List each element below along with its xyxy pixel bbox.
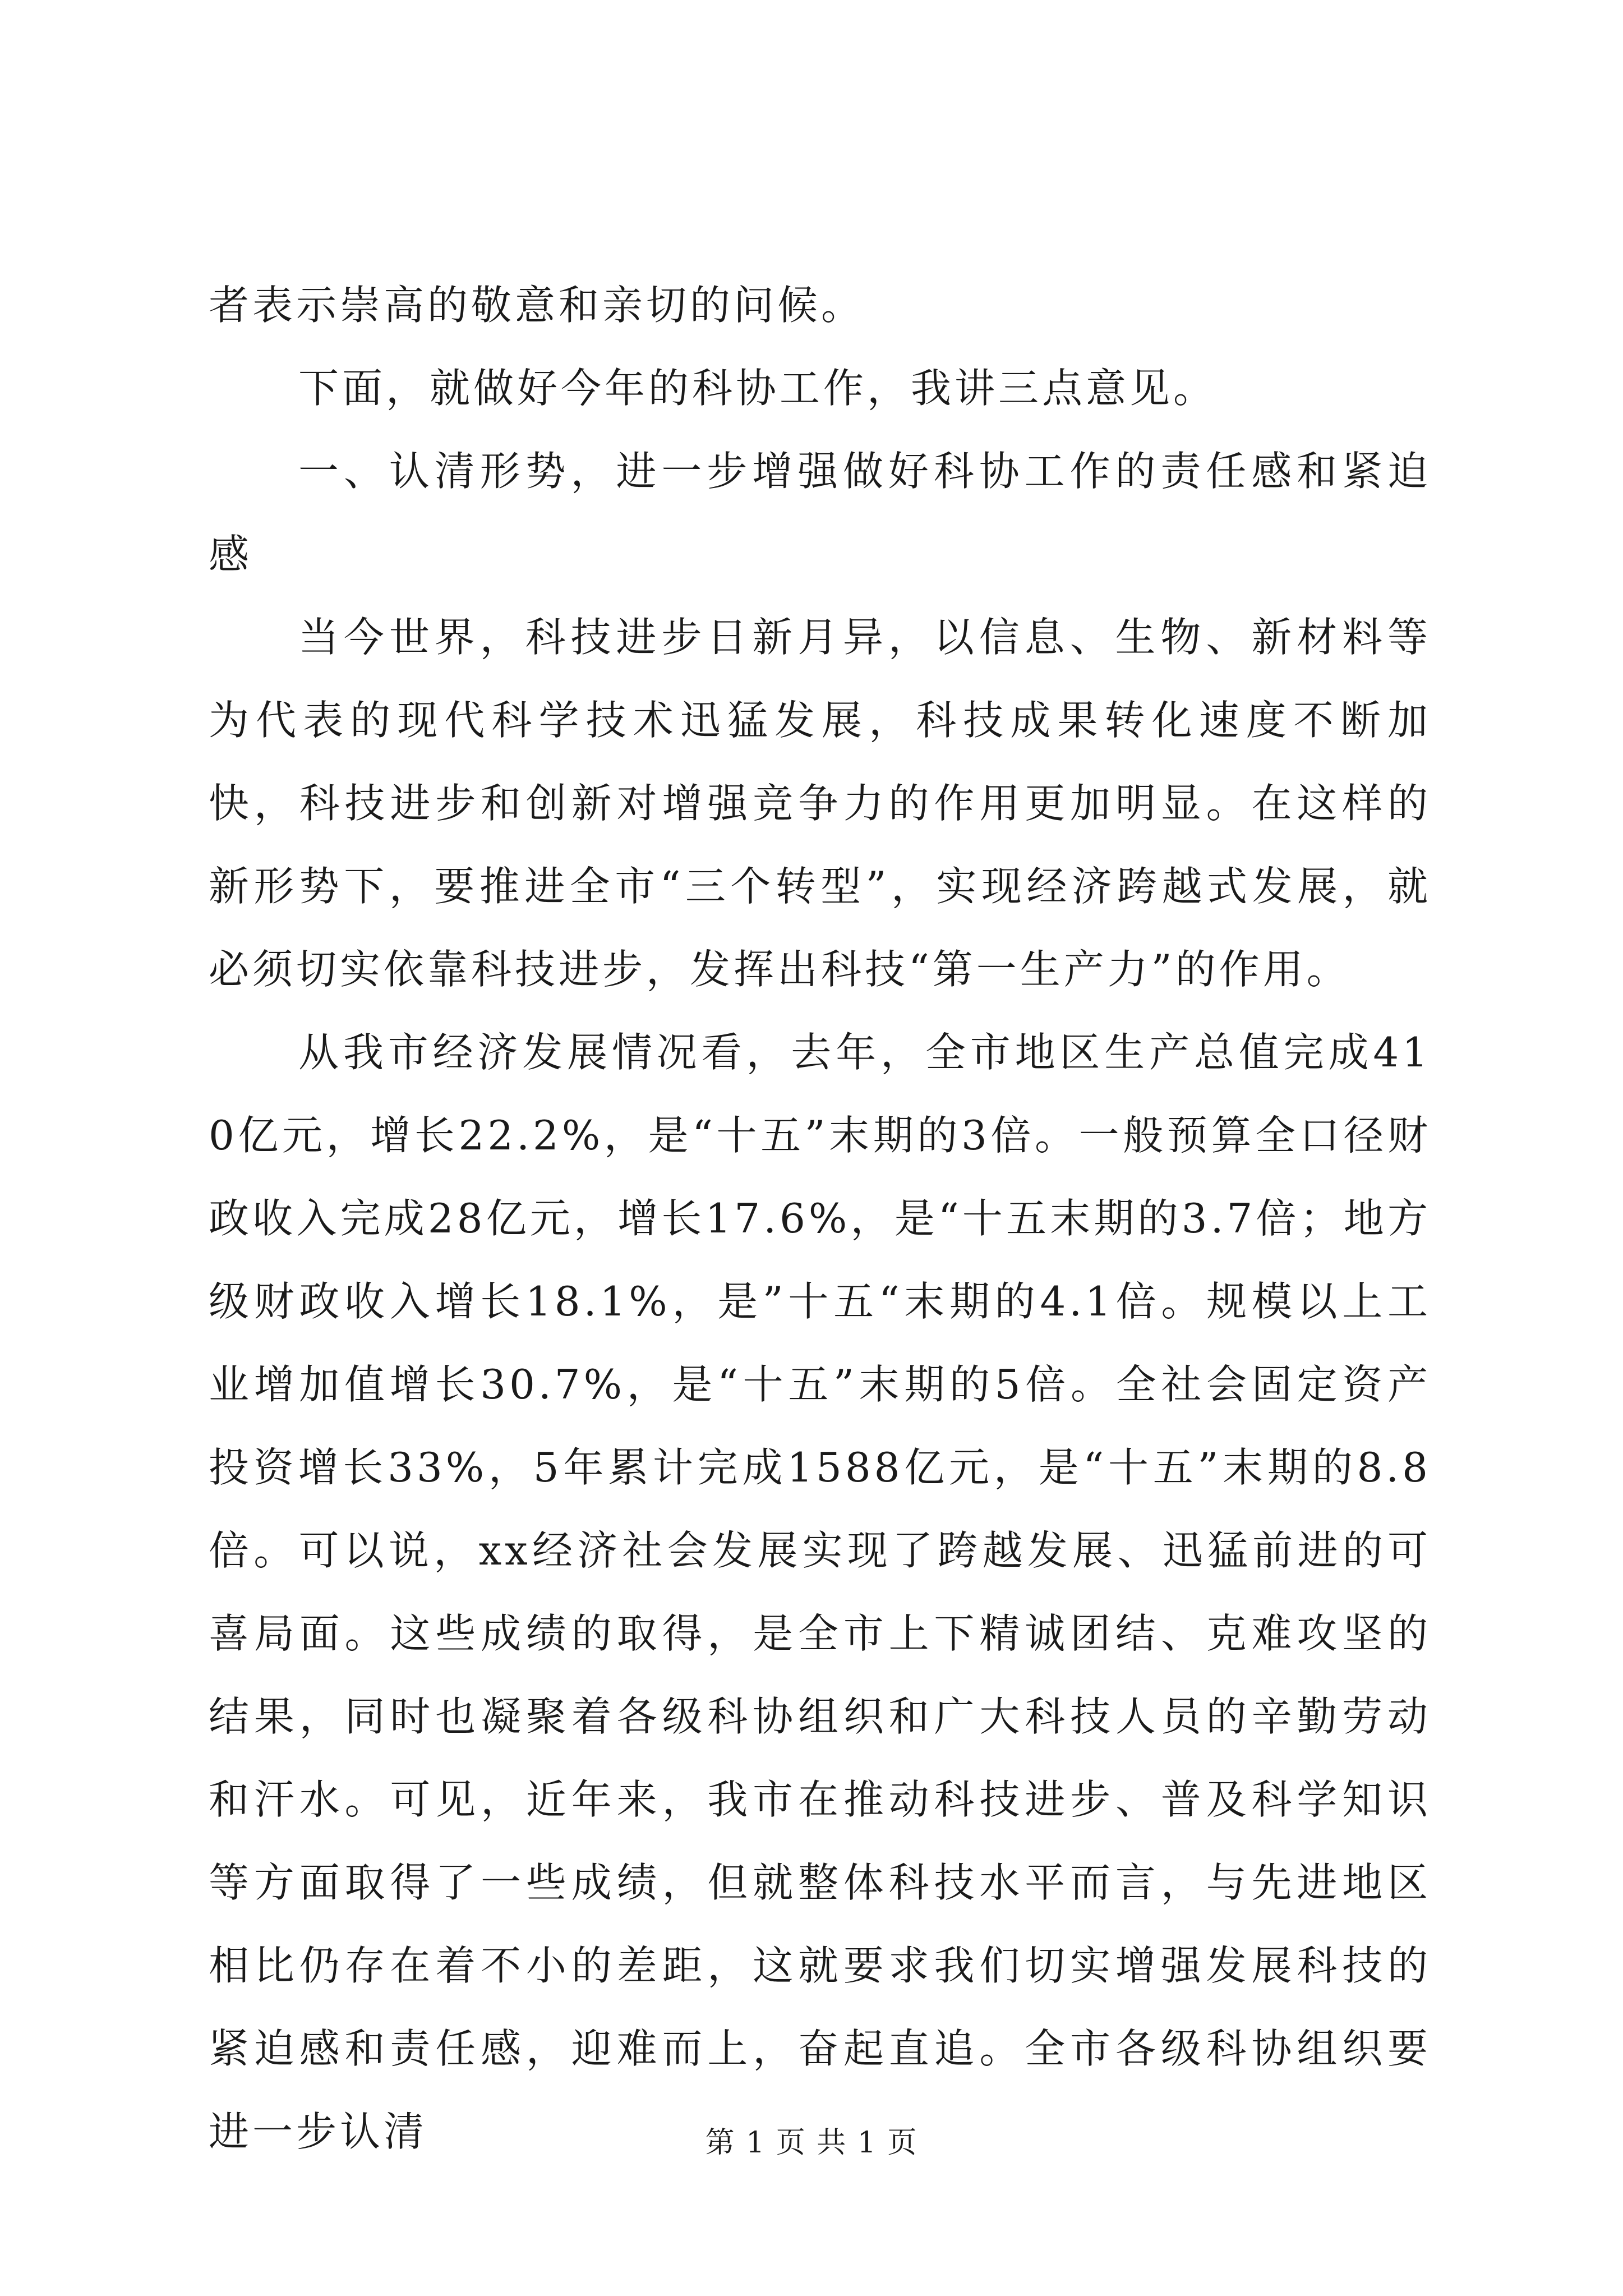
paragraph-intro: 下面，就做好今年的科协工作，我讲三点意见。 bbox=[298, 365, 1218, 412]
document-body bbox=[209, 264, 1431, 2173]
paragraph-continuation: 者表示崇高的敬意和亲切的问候。 bbox=[209, 282, 865, 329]
paragraph-body: 从我市经济发展情况看，去年，全市地区生产总值完成410亿元，增长22.2%，是“十五”末期的3倍。一般预算全口径财政收入完成28亿元，增长17.6%，是“十五末期的3.7倍；地方级财政收入增长18.1%，是”十五“末期的4.1倍。规模以上工业增加值增长30.7%，是“十五”末期的5倍。全社会固定资产投资增长33%，5年累计完成1588亿元，是“十五”末期的8.8倍。可以说，xx经济社会发展实现了跨越发展、迅猛前进的可喜局面。这些成绩的取得，是全市上下精诚团结、克难攻坚的结果，同时也凝聚着各级科协组织和广大科技人员的辛勤劳动和汗水。可见，近年来，我市在推动科技进步、普及科学知识等方面取得了一些成绩，但就整体科技水平而言，与先进地区相比仍存在着不小的差距，这就要求我们切实增强发展科技的紧迫感和责任感，迎难而上，奋起直追。全市各级科协组织要进一步认清 bbox=[209, 1029, 1431, 2155]
page-footer: 第 1 页 共 1 页 bbox=[705, 2126, 918, 2160]
paragraph-body: 当今世界，科技进步日新月异，以信息、生物、新材料等为代表的现代科学技术迅猛发展，科技成果转化速度不断加快，科技进步和创新对增强竞争力的作用更加明显。在这样的新形势下，要推进全市“三个转型”，实现经济跨越式发展，就必须切实依靠科技进步，发挥出科技“第一生产力”的作用。 bbox=[209, 614, 1431, 993]
section-heading: 一、认清形势，进一步增强做好科协工作的责任感和紧迫感 bbox=[209, 448, 1431, 578]
